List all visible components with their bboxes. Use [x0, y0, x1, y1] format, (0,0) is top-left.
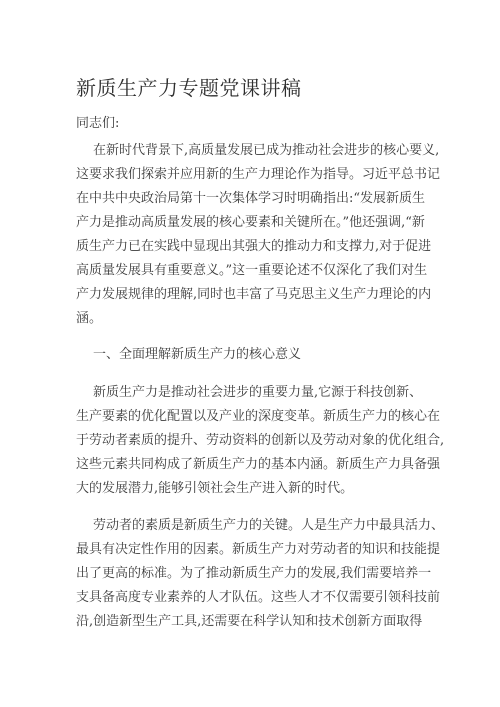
salutation: 同志们:	[76, 116, 120, 131]
paragraph-line: 大的发展潜力,能够引领社会生产进入新的时代。	[76, 481, 354, 496]
paragraph-line: 最具有决定性作用的因素。新质生产力对劳动者的知识和技能提	[76, 542, 441, 557]
paragraph-line: 在新时代背景下,高质量发展已成为推动社会进步的核心要义,	[93, 143, 440, 158]
section-heading: 一、全面理解新质生产力的核心意义	[93, 347, 302, 362]
paragraph-line: 劳动者的素质是新质生产力的关键。人是生产力中最具活力、	[93, 518, 445, 533]
paragraph-line: 生产要素的优化配置以及产业的深度变革。新质生产力的核心在	[76, 409, 441, 424]
paragraph-line: 这些元素共同构成了新质生产力的基本内涵。新质生产力具备强	[76, 457, 441, 472]
paragraph-line: 沿,创造新型生产工具,还需要在科学认知和技术创新方面取得	[76, 614, 423, 629]
paragraph-line: 涵。	[76, 311, 103, 326]
paragraph-line: 新质生产力是推动社会进步的重要力量,它源于科技创新、	[93, 385, 423, 400]
paragraph-line: 质生产力已在实践中显现出其强大的推动力和支撑力,对于促进	[76, 239, 432, 254]
document-title: 新质生产力专题党课讲稿	[76, 76, 302, 100]
paragraph-line: 产力是推动高质量发展的核心要素和关键所在。”他还强调,“新	[76, 215, 425, 230]
paragraph-line: 高质量发展具有重要意义。”这一重要论述不仅深化了我们对生	[76, 263, 428, 278]
paragraph-line: 出了更高的标准。为了推动新质生产力的发展,我们需要培养一	[76, 566, 432, 581]
paragraph-line: 于劳动者素质的提升、劳动资料的创新以及劳动对象的优化组合,	[76, 433, 445, 448]
paragraph-line: 产力发展规律的理解,同时也丰富了马克思主义生产力理论的内	[76, 287, 432, 302]
paragraph-line: 支具备高度专业素养的人才队伍。这些人才不仅需要引领科技前	[76, 590, 441, 605]
paragraph-line: 这要求我们探索并应用新的生产力理论作为指导。习近平总书记	[76, 167, 441, 182]
paragraph-line: 在中共中央政治局第十一次集体学习时明确指出:“发展新质生	[76, 191, 426, 206]
